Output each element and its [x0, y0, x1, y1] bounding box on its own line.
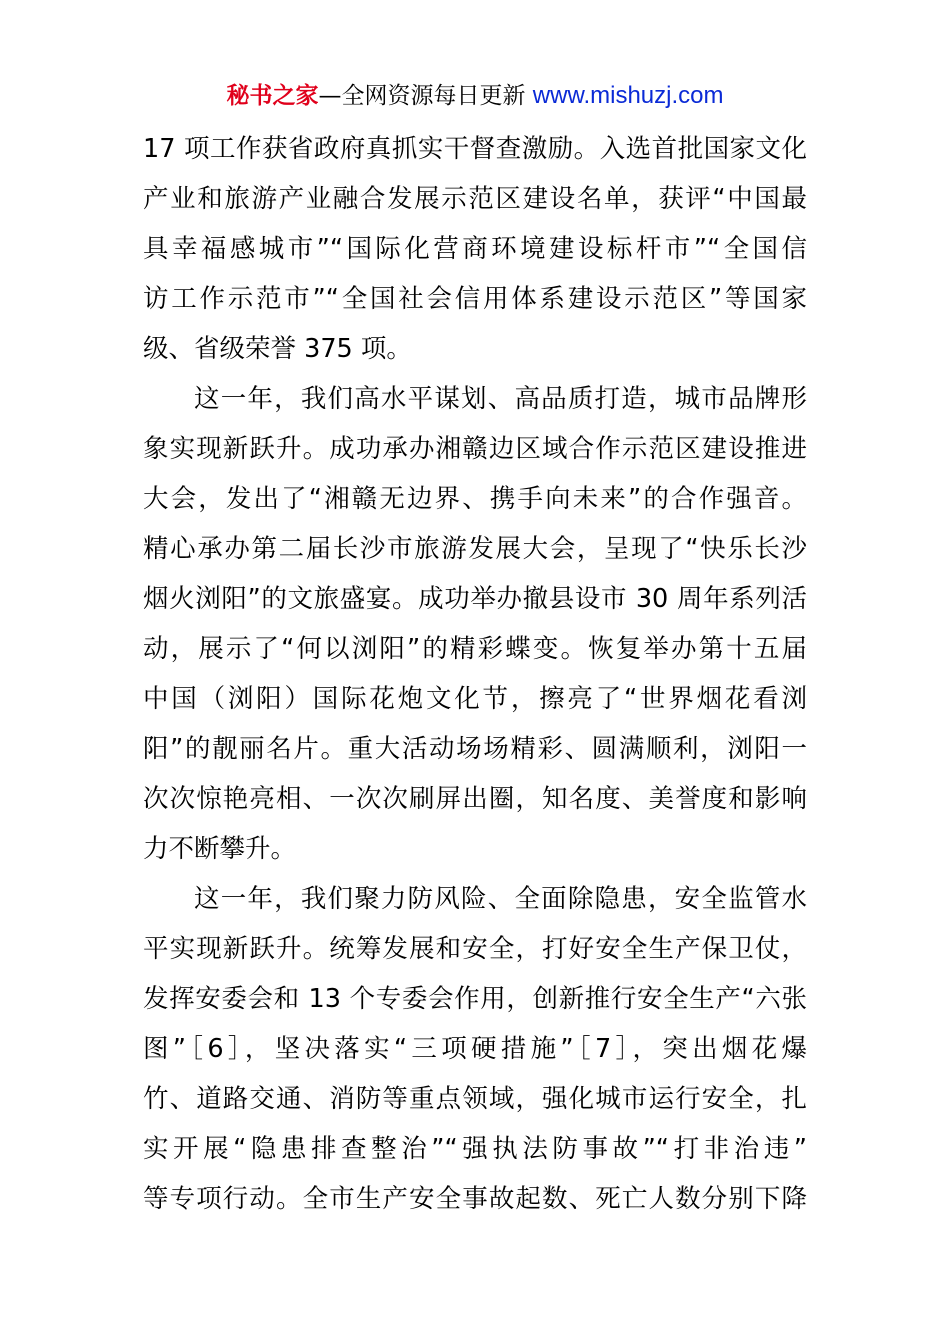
- text-line: 等专项行动。全市生产安全事故起数、死亡人数分别下降: [143, 1184, 807, 1214]
- paragraph-2: [143, 374, 807, 874]
- text-line: 次次惊艳亮相、一次次刷屏出圈，知名度、美誉度和影响: [143, 784, 807, 814]
- text-line: 具幸福感城市”“国际化营商环境建设标杆市”“全国信: [143, 234, 807, 264]
- text-line: 大会，发出了“湘赣无边界、携手向未来”的合作强音。: [143, 484, 807, 514]
- text-line: 这一年，我们聚力防风险、全面除隐患，安全监管水: [194, 884, 807, 914]
- text-line: 阳”的靓丽名片。重大活动场场精彩、圆满顺利，浏阳一: [143, 734, 807, 764]
- text-line: 烟火浏阳”的文旅盛宴。成功举办撤县设市 30 周年系列活: [143, 584, 807, 614]
- site-header: [0, 80, 950, 112]
- site-url[interactable]: www.mishuzj.com: [532, 82, 724, 109]
- text-line: 这一年，我们高水平谋划、高品质打造，城市品牌形: [194, 384, 807, 414]
- site-brand: 秘书之家: [226, 83, 319, 109]
- document-body: [143, 124, 807, 1224]
- text-line: 竹、道路交通、消防等重点领域，强化城市运行安全，扎: [143, 1084, 807, 1114]
- text-line: 动，展示了“何以浏阳”的精彩蝶变。恢复举办第十五届: [143, 634, 807, 664]
- text-line: 精心承办第二届长沙市旅游发展大会，呈现了“快乐长沙: [143, 534, 807, 564]
- paragraph-3: [143, 874, 807, 1224]
- text-line: 象实现新跃升。成功承办湘赣边区域合作示范区建设推进: [143, 434, 807, 464]
- text-line: 图”［6］，坚决落实“三项硬措施”［7］，突出烟花爆: [143, 1034, 807, 1064]
- text-line: 产业和旅游产业融合发展示范区建设名单，获评“中国最: [143, 184, 807, 214]
- site-tagline: —全网资源每日更新: [318, 83, 526, 109]
- text-line: 访工作示范市”“全国社会信用体系建设示范区”等国家: [143, 284, 807, 314]
- text-line: 力不断攀升。: [143, 834, 297, 864]
- text-line: 平实现新跃升。统筹发展和安全，打好安全生产保卫仗，: [143, 934, 807, 964]
- text-line: 级、省级荣誉 375 项。: [143, 334, 412, 364]
- text-line: 实开展“隐患排查整治”“强执法防事故”“打非治违”: [143, 1134, 807, 1164]
- paragraph-1: [143, 124, 807, 374]
- text-line: 发挥安委会和 13 个专委会作用，创新推行安全生产“六张: [143, 984, 807, 1014]
- text-line: 17 项工作获省政府真抓实干督查激励。入选首批国家文化: [143, 134, 807, 164]
- text-line: 中国（浏阳）国际花炮文化节，擦亮了“世界烟花看浏: [143, 684, 807, 714]
